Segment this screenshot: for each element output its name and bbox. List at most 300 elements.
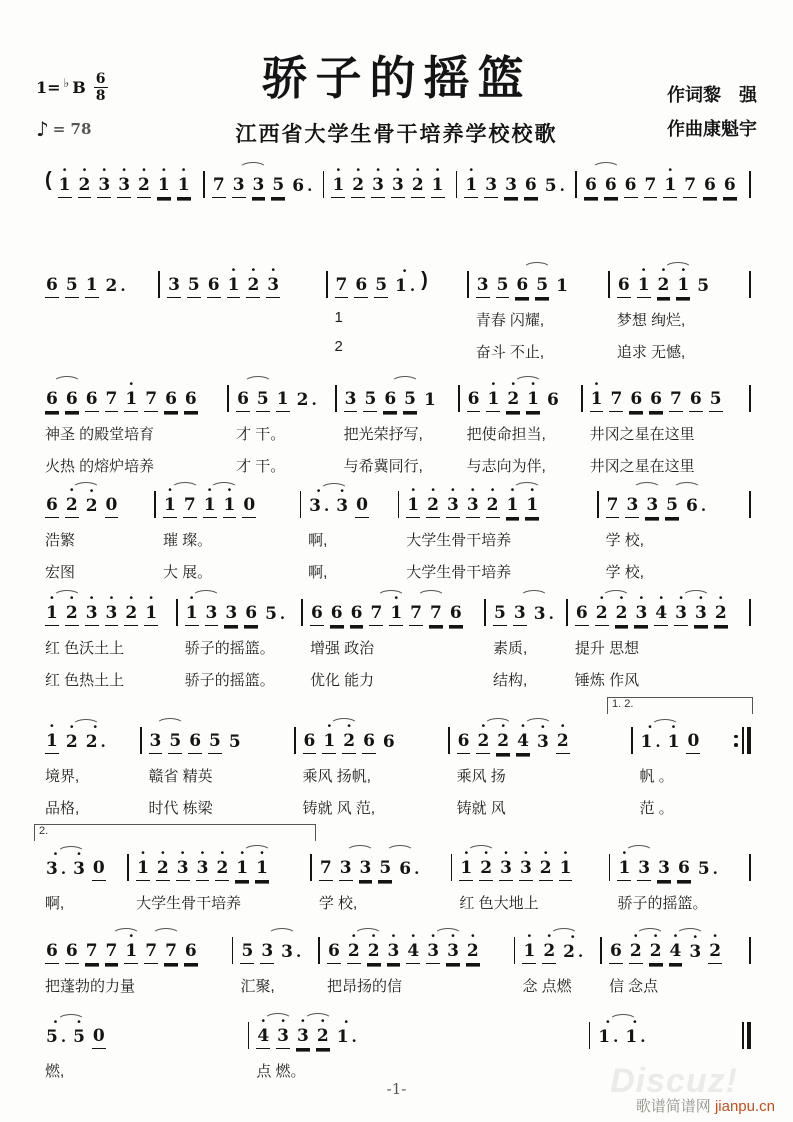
score-line	[38, 928, 751, 996]
lyric-row-verse1: 梦想 绚烂,	[616, 312, 686, 329]
end-barline	[749, 854, 751, 881]
note-digit: 7	[85, 942, 99, 964]
octave-dot: ·	[692, 928, 698, 947]
notes-row	[45, 1013, 241, 1049]
note-digit: 3	[296, 1027, 310, 1049]
note-digit: 1	[144, 604, 158, 626]
measure	[610, 845, 749, 913]
rest	[92, 850, 106, 881]
octave-dot: ·	[121, 161, 127, 180]
barline	[749, 171, 751, 198]
octave-dot: ·	[678, 589, 684, 608]
augmentation-dot: ·	[578, 946, 584, 965]
octave-dot: ·	[250, 261, 256, 280]
note-digit: 1	[525, 496, 539, 518]
barline-thick	[747, 1022, 752, 1049]
lyric-row-verse1: 红 色大地上	[459, 895, 539, 912]
note-digit: 6	[686, 496, 698, 517]
note	[183, 487, 197, 518]
octave-dot: ·	[355, 161, 361, 180]
octave-dot: ·	[351, 927, 357, 946]
note-digit: 3	[336, 496, 349, 517]
lyric-row-verse1: 提升 思想	[574, 640, 640, 657]
note	[466, 481, 480, 518]
notes-row	[45, 162, 196, 198]
note-digit: 7	[319, 859, 333, 881]
note-digit: 1	[124, 390, 138, 412]
note-digit: 0	[92, 1027, 106, 1049]
note	[606, 487, 620, 518]
measure	[337, 376, 458, 476]
notes-row	[575, 590, 742, 626]
note-digit: 3	[533, 604, 546, 625]
lyric-row-verse1: 赣省 精英	[148, 768, 213, 785]
note-digit: 0	[355, 496, 369, 518]
barline	[742, 1022, 744, 1049]
note-digit: 2	[426, 496, 440, 518]
notes-row	[327, 928, 507, 964]
note-digit: 2	[215, 859, 229, 881]
note-digit: 3	[657, 859, 671, 881]
note	[467, 381, 481, 412]
note-digit: 2	[65, 496, 79, 518]
measure	[249, 1013, 588, 1081]
note	[117, 161, 131, 198]
barline	[749, 271, 751, 298]
note-digit: 3	[224, 604, 238, 626]
notes-row	[319, 845, 444, 881]
note-digit: 7	[644, 176, 658, 198]
note	[316, 1012, 330, 1049]
note-digit: 1	[163, 496, 177, 518]
note-digit: 1	[124, 942, 138, 964]
note	[522, 927, 536, 964]
measure	[38, 162, 203, 198]
octave-dot: ·	[52, 845, 59, 864]
measure	[599, 482, 750, 582]
note-digit: 6	[303, 732, 317, 754]
lyric-row-verse2: 骄子的摇篮。	[184, 672, 275, 689]
note-digit: 3	[634, 604, 648, 626]
note-digit: 6	[184, 942, 198, 964]
note	[185, 589, 199, 626]
note-digit: 3	[387, 942, 401, 964]
lyric-row-verse2: 奋斗 不止,	[475, 344, 545, 361]
lyric-row-verse2: 才 干。	[236, 458, 286, 475]
note-digit: 7	[429, 604, 443, 626]
note-digit: 1	[322, 732, 336, 754]
note	[280, 934, 301, 964]
note-digit: 5	[168, 732, 182, 754]
note-digit: 5	[493, 604, 507, 626]
note-digit: 3	[167, 276, 181, 298]
notes-row	[136, 845, 303, 881]
note	[156, 844, 170, 881]
octave-dot: ·	[88, 482, 95, 501]
notes-row	[45, 928, 225, 964]
note-digit: 1	[157, 176, 171, 198]
note	[637, 261, 651, 298]
notes-row	[464, 162, 568, 198]
note-digit: 6	[382, 732, 395, 753]
rest	[686, 723, 700, 754]
end-barline	[749, 171, 751, 198]
note-digit: 2	[246, 276, 260, 298]
note	[637, 850, 651, 881]
note-digit: 0	[686, 732, 700, 754]
page-title: 骄子的摇篮	[261, 51, 532, 105]
note-digit: 7	[105, 390, 119, 412]
note	[363, 381, 377, 412]
notes-row	[45, 262, 151, 298]
octave-dot: ·	[570, 928, 576, 947]
note-digit: 4	[654, 604, 668, 626]
octave-dot: ·	[503, 844, 509, 863]
note-digit: 2	[615, 604, 629, 626]
note-digit: 2	[542, 942, 556, 964]
notes-row	[45, 590, 169, 626]
note-digit: 6	[362, 732, 376, 754]
note	[476, 267, 490, 298]
note	[45, 1013, 67, 1050]
notes-row	[457, 718, 624, 754]
volta-bracket: 1. 2.	[607, 697, 753, 714]
lyric-row-verse2	[167, 338, 319, 356]
augmentation-dot: ·	[323, 500, 330, 519]
lyric-row-verse2: 铸就 风 范,	[302, 800, 376, 817]
note	[296, 1012, 310, 1049]
note-digit: 1	[464, 176, 478, 198]
note	[58, 161, 72, 198]
note	[411, 161, 425, 198]
note	[609, 933, 623, 964]
octave-dot: ·	[670, 718, 677, 737]
note	[555, 268, 569, 298]
note-digit: 1	[45, 604, 59, 626]
note	[394, 262, 416, 299]
note-digit: 1	[227, 276, 241, 298]
note	[479, 844, 493, 881]
measure	[296, 718, 448, 818]
note-digit: 1	[45, 732, 59, 754]
note	[45, 487, 59, 518]
notes-row	[476, 262, 602, 298]
note	[266, 261, 280, 298]
credits-block	[667, 78, 757, 146]
measure	[568, 590, 749, 690]
note-digit: 6	[703, 176, 717, 198]
octave-dot: ·	[480, 717, 486, 736]
note	[335, 267, 349, 298]
note	[703, 167, 717, 198]
note	[187, 267, 201, 298]
lyric-row-verse1: 学 校,	[605, 532, 644, 549]
note-digit: 6	[515, 276, 529, 298]
octave-dot: ·	[207, 481, 213, 500]
notes-row	[45, 718, 133, 754]
note-digit: 2	[714, 604, 728, 626]
octave-dot: ·	[160, 844, 166, 863]
note	[669, 927, 683, 964]
octave-dot: ·	[148, 589, 154, 608]
note	[457, 723, 471, 754]
lyric-row-verse1: 素质,	[493, 640, 528, 657]
end-barline	[749, 385, 751, 412]
octave-dot: ·	[658, 589, 664, 608]
octave-dot: ·	[128, 589, 134, 608]
octave-dot: ·	[618, 589, 625, 608]
lyric-row-verse1: 大学生骨干培养	[406, 532, 512, 549]
note-digit: 6	[449, 604, 463, 626]
lyric-row-verse1: 1	[334, 309, 343, 326]
note-digit: 5	[709, 390, 723, 412]
note-digit: 3	[536, 732, 549, 753]
note	[709, 381, 723, 412]
notes-row	[331, 162, 448, 198]
note	[657, 850, 671, 881]
note-digit: 5	[496, 276, 510, 298]
meter-denominator: 8	[95, 88, 106, 104]
note-digit: 2	[65, 604, 79, 626]
octave-dot: ·	[189, 589, 195, 608]
augmentation-dot: ·	[307, 180, 313, 199]
octave-dot: ·	[140, 844, 146, 863]
note	[535, 267, 549, 298]
parenthesis: )	[421, 268, 428, 291]
note-digit: 6	[689, 390, 703, 412]
note	[215, 844, 229, 881]
note	[344, 381, 358, 412]
note-digit: 0	[242, 496, 256, 518]
lyric-row-verse1: 帆 。	[639, 768, 674, 785]
note-digit: 6	[330, 604, 344, 626]
octave-dot: ·	[61, 161, 68, 180]
lyric-row-verse2: 2	[334, 338, 343, 355]
octave-dot: ·	[101, 161, 107, 180]
note	[617, 267, 631, 298]
note	[575, 595, 589, 626]
lyric-row-verse1: 乘风 扬	[456, 768, 506, 785]
note	[136, 844, 150, 881]
note-digit: 3	[276, 1027, 290, 1049]
note	[144, 589, 158, 626]
note-digit: 1	[389, 604, 403, 626]
measure	[312, 845, 451, 913]
note-digit: 1	[223, 496, 237, 518]
rest	[355, 487, 369, 518]
note-digit: 2	[595, 604, 609, 626]
barline	[749, 599, 751, 626]
note	[515, 267, 529, 298]
note	[615, 589, 629, 626]
note	[369, 595, 383, 626]
note	[654, 589, 668, 626]
octave-dot: ·	[430, 927, 436, 946]
note	[97, 161, 111, 198]
measure	[324, 162, 455, 198]
end-barline	[742, 1022, 751, 1049]
key-prefix: 1=	[36, 78, 61, 97]
note-digit: 4	[516, 732, 530, 754]
note	[663, 161, 677, 198]
measure	[301, 482, 398, 582]
note	[688, 928, 702, 964]
octave-dot: ·	[346, 717, 352, 736]
note-icon: ♪	[36, 117, 49, 141]
note-digit: 7	[183, 496, 197, 518]
octave-dot: ·	[226, 481, 233, 500]
octave-dot: ·	[489, 481, 496, 500]
note	[446, 481, 460, 518]
lyric-row-verse1	[167, 309, 319, 327]
measure	[515, 928, 600, 996]
notes-row	[406, 482, 590, 518]
lyric-row-verse1: 啊,	[45, 895, 65, 912]
measure	[160, 262, 326, 356]
notes-row	[590, 376, 743, 412]
note	[232, 167, 246, 198]
score-line	[38, 262, 751, 362]
note-digit: 2	[506, 390, 520, 412]
note	[624, 167, 638, 198]
note	[331, 161, 345, 198]
note	[525, 481, 539, 518]
note-digit: 3	[97, 176, 111, 198]
rest	[242, 487, 256, 518]
note	[240, 933, 254, 964]
note	[676, 261, 690, 298]
note	[669, 381, 683, 412]
augmentation-dot: ·	[655, 736, 661, 755]
volta-bracket: 2.	[34, 824, 316, 841]
octave-dot: ·	[500, 717, 506, 736]
lyric-row-verse2: 宏图	[45, 564, 76, 581]
measure	[457, 162, 575, 198]
note	[255, 844, 269, 881]
notes-row	[617, 845, 742, 881]
octave-dot: ·	[450, 927, 456, 946]
octave-dot: ·	[180, 844, 186, 863]
note-digit: 2	[351, 176, 365, 198]
octave-dot: ·	[316, 482, 322, 501]
note	[105, 381, 119, 412]
note-digit: 5	[46, 1027, 58, 1048]
octave-dot: ·	[652, 927, 659, 946]
octave-dot: ·	[128, 375, 134, 394]
lyric-row-verse1: 增强 政治	[309, 640, 375, 657]
note	[65, 267, 79, 298]
note-digit: 6	[188, 732, 202, 754]
end-barline	[749, 937, 751, 964]
note-digit: 6	[45, 390, 59, 412]
note	[184, 933, 198, 964]
watermark	[636, 1095, 775, 1116]
note-digit: 6	[399, 859, 412, 880]
note	[513, 595, 527, 626]
note	[559, 844, 573, 881]
note-digit: 6	[547, 390, 559, 411]
octave-dot: ·	[540, 718, 546, 737]
note	[144, 381, 158, 412]
note-digit: 6	[584, 176, 598, 198]
note-digit: 5	[544, 176, 557, 197]
notes-row	[310, 590, 477, 626]
measure	[142, 718, 294, 818]
measure	[38, 845, 127, 913]
measure	[38, 482, 154, 582]
lyric-row-verse1: 境界,	[45, 768, 80, 785]
note	[542, 927, 556, 964]
note-digit: 6	[677, 859, 691, 881]
lyric-row-verse1: 红 色沃土上	[45, 640, 125, 657]
note-digit: 1	[406, 496, 420, 518]
note	[276, 1012, 290, 1049]
note-digit: 3	[674, 604, 688, 626]
note-digit: 0	[92, 859, 106, 881]
measure	[583, 376, 750, 476]
note	[236, 381, 250, 412]
octave-dot: ·	[510, 375, 516, 394]
measure	[450, 718, 631, 818]
octave-dot: ·	[415, 161, 421, 180]
note	[244, 595, 258, 626]
note	[276, 381, 290, 412]
measure	[38, 928, 232, 996]
note	[351, 161, 365, 198]
note	[335, 482, 349, 518]
lyric-row-verse2: 火热 的熔炉培养	[45, 458, 155, 475]
note	[640, 718, 661, 755]
note-digit: 3	[344, 390, 358, 412]
note-digit: 3	[266, 276, 280, 298]
octave-dot: ·	[92, 718, 98, 737]
note-digit: 6	[723, 176, 737, 198]
note	[382, 724, 396, 754]
notes-row	[459, 845, 601, 881]
note-digit: 1	[506, 496, 520, 518]
octave-dot: ·	[621, 844, 627, 863]
notes-row	[212, 162, 316, 198]
note	[539, 844, 553, 881]
watermark-link[interactable]: jianpu.cn	[714, 1098, 775, 1115]
octave-dot: ·	[468, 161, 474, 180]
note	[252, 167, 266, 198]
note-digit: 1	[663, 176, 677, 198]
augmentation-dot: ·	[351, 1031, 357, 1050]
note-digit: 3	[371, 176, 385, 198]
octave-dot: ·	[335, 161, 341, 180]
octave-dot: ·	[343, 1013, 349, 1032]
note	[683, 167, 697, 198]
octave-dot: ·	[167, 481, 173, 500]
octave-dot: ·	[69, 718, 75, 737]
note-digit: 1	[185, 604, 199, 626]
note	[157, 161, 171, 198]
note-digit: 7	[369, 604, 383, 626]
note	[168, 723, 182, 754]
lyric-row-verse1: 井冈之星在这里	[589, 426, 695, 443]
octave-dot: ·	[638, 589, 644, 608]
lyric-row-verse1: 璀 璨。	[163, 532, 213, 549]
note	[597, 1013, 619, 1050]
note	[177, 161, 191, 198]
notes-row	[303, 718, 441, 754]
octave-dot: ·	[128, 927, 134, 946]
octave-dot: ·	[219, 844, 225, 863]
augmentation-dot: ·	[409, 280, 416, 299]
note-digit: 7	[669, 390, 683, 412]
note-digit: 6	[244, 604, 258, 626]
